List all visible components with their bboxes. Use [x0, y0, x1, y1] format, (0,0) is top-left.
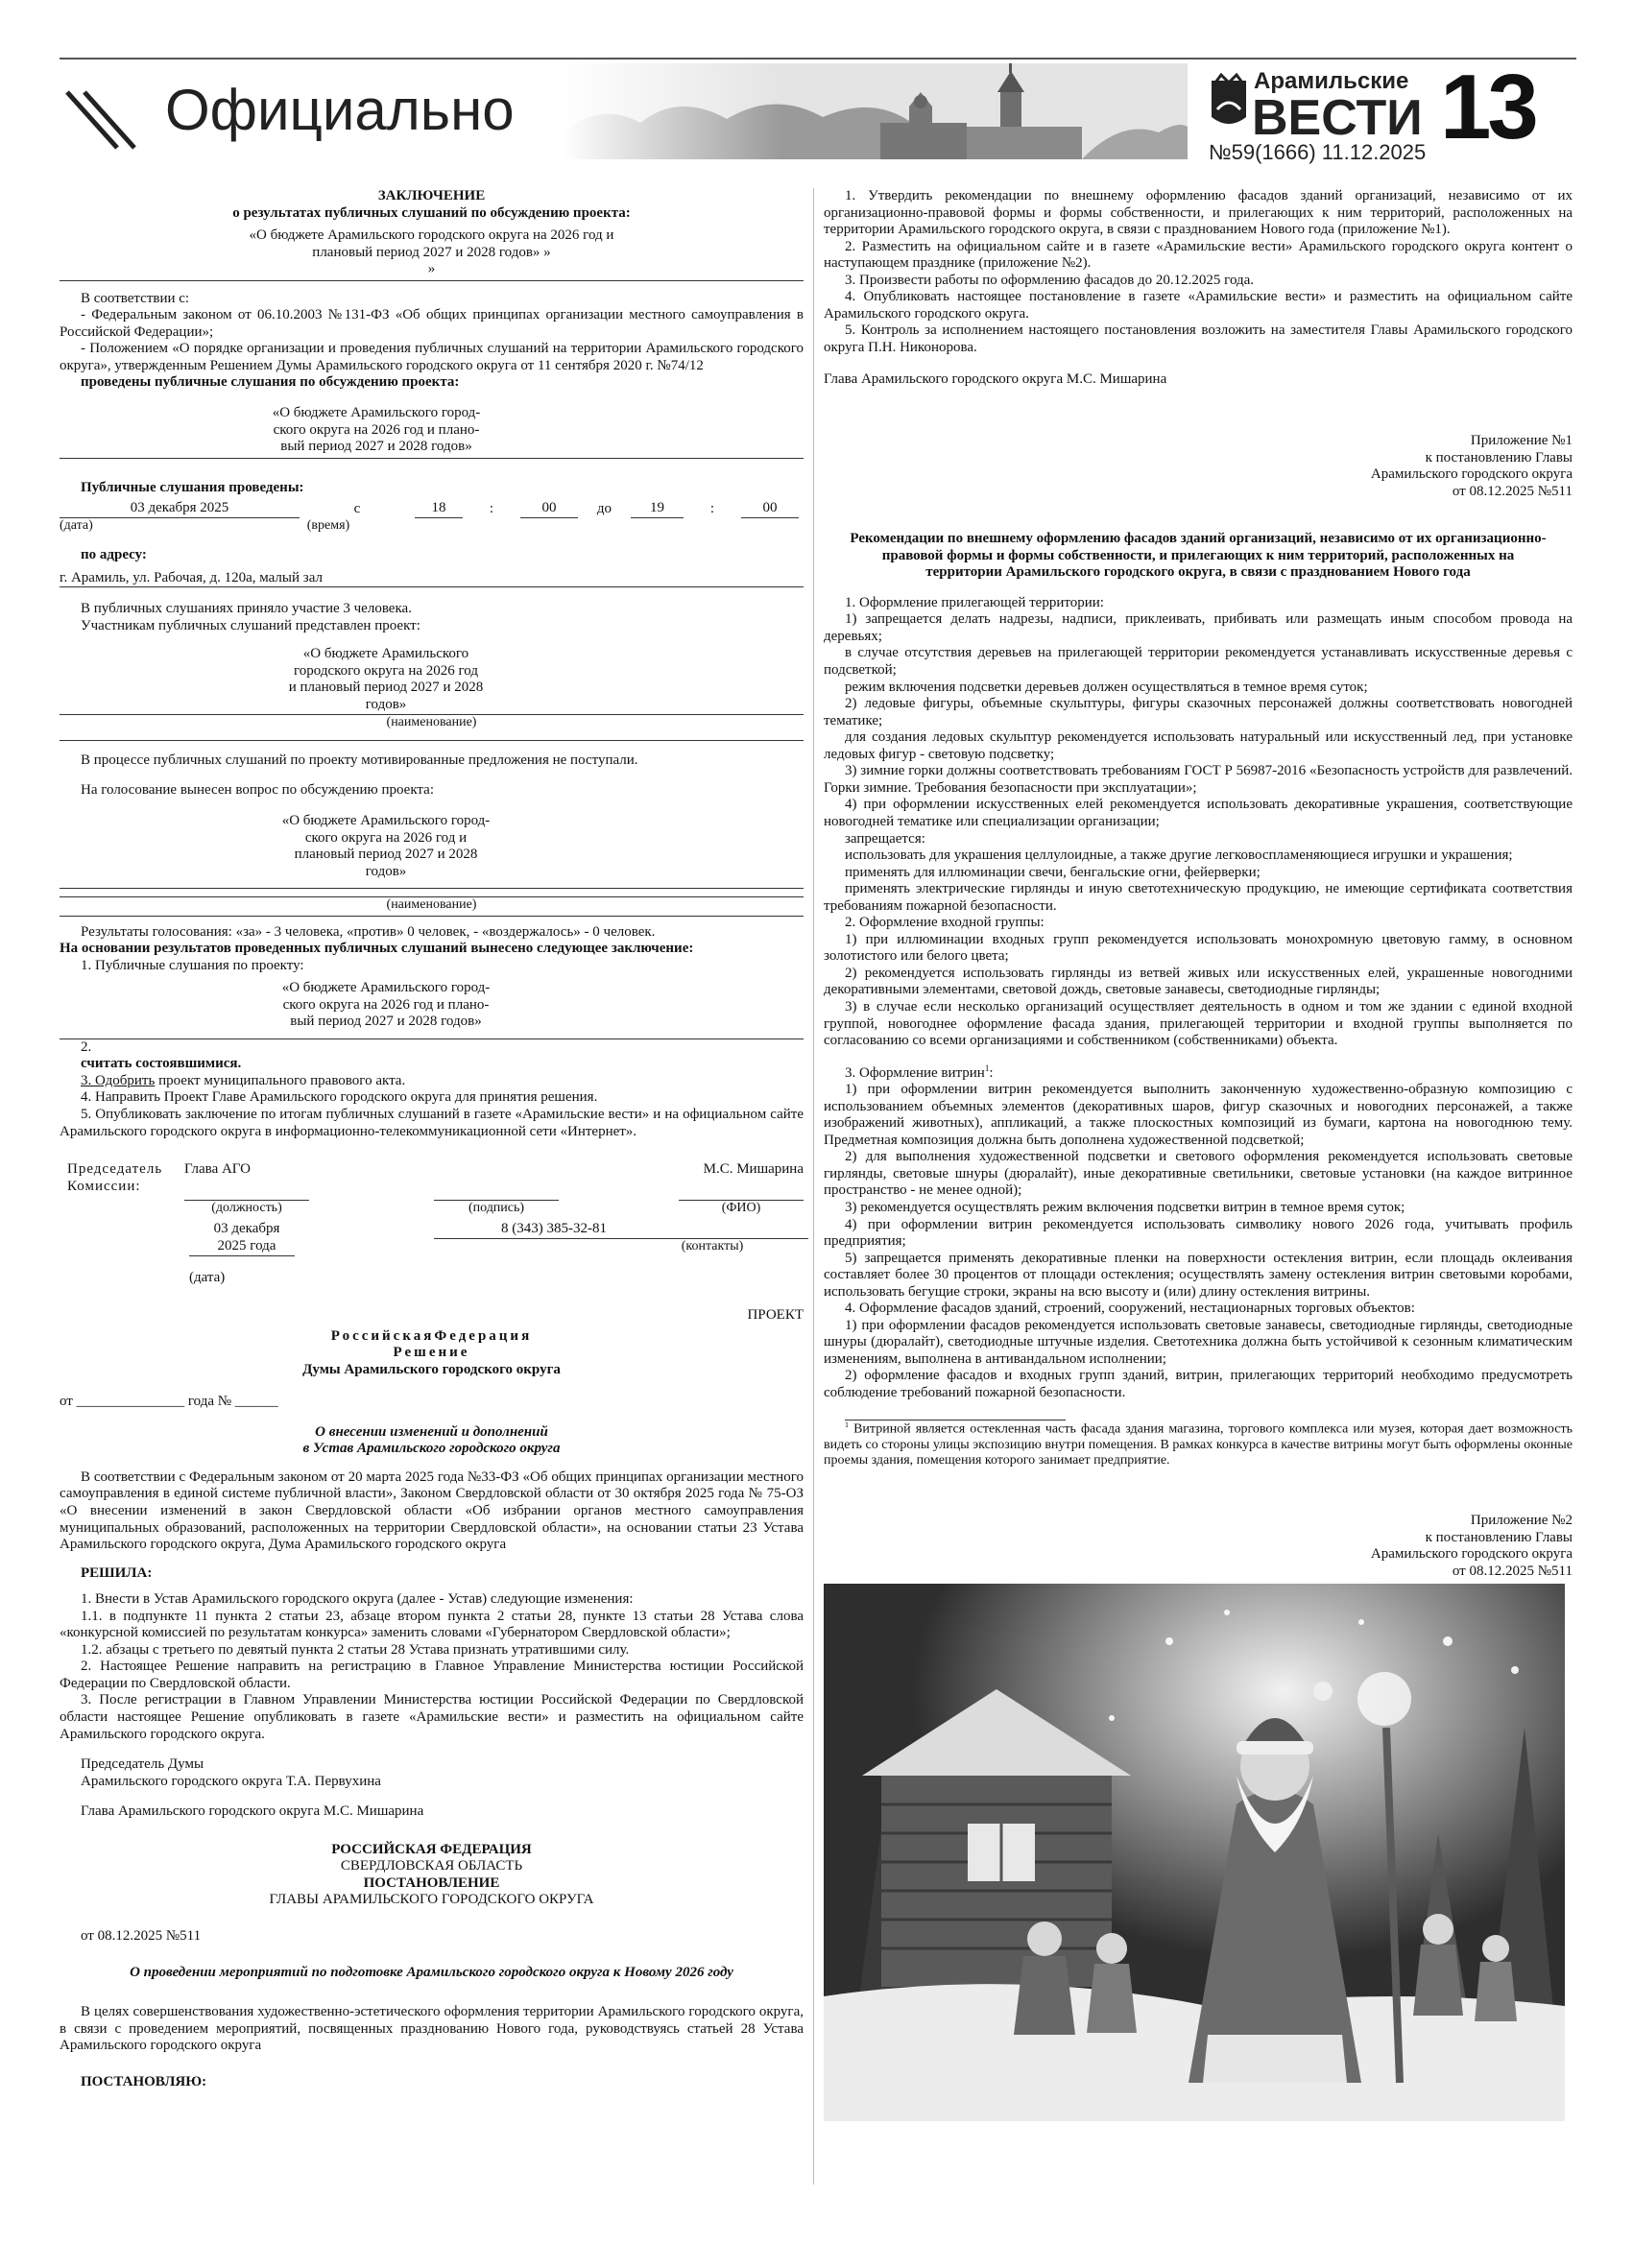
- head-signature: Глава Арамильского городского округа М.С. Мишарина: [824, 371, 1167, 388]
- rec-item: 3) в случае если несколько организаций осуществляет деятельность в одном и том же здании с единой входной группой, новогоднее оформление фасада здания, прилегающей территории и входной группы выполняется по согласованию со всеми организациями и собственником (собственниками) объекта.: [824, 998, 1573, 1049]
- end-minute: 00: [741, 500, 799, 518]
- recommendations-title: Рекомендации по внешнему оформлению фасадов зданий организаций, независимо от их организационно-правовой формы и формы собственности, и прилегающих к ним территорий, расположенных на территории Арамильского городского округа, в связи с празднованием Нового года: [850, 531, 1547, 581]
- conclusion-item: 5. Опубликовать заключение по итогам публичных слушаний в газете «Арамильские вести» и на официальном сайте Арамильского городского округа в информационно-телекоммуникационной сети «Интернет».: [60, 1107, 804, 1139]
- head-caps: ГЛАВЫ АРАМИЛЬСКОГО ГОРОДСКОГО ОКРУГА: [269, 1892, 594, 1908]
- fio-caption: (ФИО): [679, 1200, 804, 1216]
- to-label: до: [596, 501, 612, 517]
- appendix-line: Приложение №2: [1470, 1513, 1573, 1529]
- appendix-1-header: [824, 433, 1573, 500]
- duma-chair: Арамильского городского округа Т.А. Первухина: [81, 1773, 381, 1789]
- end-hour: 19: [631, 500, 684, 518]
- rec-item: 1) запрещается делать надрезы, надписи, приклеивать, прибивать или размещать иным способом провода на деревьях;: [824, 611, 1573, 644]
- project-block: [175, 405, 578, 456]
- resolved-label: РЕШИЛА:: [81, 1564, 153, 1581]
- amend-title: в Устав Арамильского городского округа: [302, 1441, 561, 1457]
- decision-label: Решение: [393, 1345, 470, 1361]
- footnote: [824, 1420, 1573, 1469]
- participants-text: В публичных слушаниях приняло участие 3 человека.: [81, 601, 412, 617]
- project-line: годов»: [365, 696, 407, 712]
- start-minute: 00: [520, 500, 578, 518]
- decision-item: 1.1. в подпункте 11 пункта 2 статьи 23, абзаце втором пункта 2 статьи 28, пункте 13 статьи 28 Устава слова «конкурсной комиссией по результатам конкурса» заменить словами «Губернатором Свердловской области»;: [60, 1608, 804, 1641]
- vote-results: Результаты голосования: «за» - 3 человека, «против» 0 человек, - «воздержалось» - 0 человек.: [81, 923, 656, 940]
- project-line: вый период 2027 и 2028 годов»: [280, 439, 472, 455]
- appendix-line: от 08.12.2025 №511: [1452, 1563, 1573, 1579]
- chairman-fio: М.С. Мишарина: [703, 1161, 804, 1178]
- rec-item: 1) при оформлении фасадов рекомендуется использовать световые занавесы, светодиодные гирлянды, светодиодные шнуры (дюралайт), светодиодные штучные изделия. Светотехника должна быть устойчивой к сезонным климатическим изменениям, выполнена в антивандальном исполнении;: [824, 1317, 1573, 1367]
- appendix-line: к постановлению Главы: [1425, 449, 1573, 466]
- conclusion-title: ЗАКЛЮЧЕНИЕ: [377, 188, 486, 203]
- hearing-date: 03 декабря 2025: [60, 500, 300, 518]
- consider-valid: считать состоявшимися.: [81, 1056, 242, 1072]
- project-line: вый период 2027 и 2028 годов»: [290, 1014, 482, 1030]
- project-line: «О бюджете Арамильского город-: [281, 812, 491, 828]
- right-column: [824, 188, 1573, 1581]
- resolution-item: 5. Контроль за исполнением настоящего постановления возложить на заместителя Главы Арамильского городского округа П.Н. Никонорова.: [824, 322, 1573, 355]
- accordance-text: В соответствии с:: [81, 290, 190, 306]
- project-line: «О бюджете Арамильского город-: [272, 405, 481, 421]
- page-number: 13: [1440, 56, 1535, 158]
- footnote-mark: 1: [845, 1420, 849, 1429]
- signature-block: [60, 1161, 804, 1305]
- issue-number-date: №59(1666) 11.12.2025: [1209, 140, 1427, 164]
- conclusion-basis: На основании результатов проведенных публичных слушаний вынесено следующее заключение:: [60, 941, 694, 957]
- decision-item: 3. После регистрации в Главном Управлении Министерства юстиции Российской Федерации по Свердловской области настоящее Решение опубликовать в газете «Арамильские вести» и разместить на официальном сайте Арамильского городского округа.: [60, 1692, 804, 1742]
- project-line: плановый период 2027 и 2028: [294, 847, 478, 863]
- project-block: [247, 813, 525, 880]
- resolution-item: 1. Утвердить рекомендации по внешнему оформлению фасадов зданий организаций, независимо от их организационно-правовой формы и формы собственности, и прилегающих к ним территорий, расположенных на территории Арамильского городского округа, в связи с празднованием Нового года (приложение №1).: [824, 188, 1573, 238]
- rec-item: 2) для выполнения художественной подсветки и светового оформления рекомендуется использовать световые гирлянды, световые шнуры (дюралайт), иные декоративные светильники, световые установки (на каждое витринное пространство - не менее одной);: [824, 1149, 1573, 1199]
- svg-text:Арамильские: Арамильские: [1254, 68, 1409, 94]
- signature-date: 03 декабря 2025 года: [213, 1221, 280, 1253]
- rf-label: РоссийскаяФедерация: [330, 1327, 533, 1344]
- amend-title: О внесении изменений и дополнений: [315, 1423, 548, 1440]
- appendix-line: Арамильского городского округа: [1370, 1546, 1573, 1563]
- appendix-line: Приложение №1: [1470, 433, 1573, 449]
- decision-item: 1.2. абзацы с третьего по девятый пункта 2 статьи 28 Устава признать утратившими силу.: [81, 1641, 630, 1658]
- head-signature: Глава Арамильского городского округа М.С. Мишарина: [81, 1803, 424, 1820]
- appendix-line: к постановлению Главы: [1425, 1529, 1573, 1545]
- conclusion-item: [60, 1073, 804, 1090]
- decree-label: ПОСТАНОВЛЯЮ:: [81, 2073, 207, 2089]
- address: г. Арамиль, ул. Рабочая, д. 120а, малый зал: [60, 570, 804, 588]
- appendix-line: от 08.12.2025 №511: [1452, 483, 1573, 499]
- amend-basis: В соответствии с Федеральным законом от 20 марта 2025 года №33-ФЗ «Об общих принципах организации местного самоуправления в единой системе публичной власти», Законом Свердловской области от 30 октября 2025 года № 75-ОЗ «О внесении изменений в закон Свердловской области «Об избрании органов местного самоуправления муниципальных образований, расположенных на территории Свердловской области», на основании статьи 23 Устава Арамильского городского округа, Дума Арамильского городского округа: [60, 1468, 804, 1553]
- svg-text:ВЕСТИ: ВЕСТИ: [1252, 90, 1423, 138]
- resolution-title: О проведении мероприятий по подготовке Арамильского городского округа к Новому 2026 году: [130, 1964, 733, 1980]
- project-line: ского округа на 2026 год и плано-: [282, 996, 490, 1013]
- project-line: ского округа на 2026 год и: [304, 829, 468, 846]
- project-line: ского округа на 2026 год и плано-: [273, 421, 480, 438]
- colon: :: [489, 501, 494, 517]
- rec-item: 4) при оформлении искусственных елей рекомендуется использовать декоративные украшения, соответствующие новогодней тематике или специализации организации;: [824, 797, 1573, 829]
- duma-label: Думы Арамильского городского округа: [302, 1361, 561, 1377]
- rec-section: 4. Оформление фасадов зданий, строений, сооружений, нестационарных торговых объектов:: [845, 1301, 1415, 1317]
- rec-section: 2. Оформление входной группы:: [845, 915, 1045, 931]
- rec-item: 4) при оформлении витрин рекомендуется использовать символику нового 2026 года, учитывать профиль предприятия;: [824, 1216, 1573, 1250]
- resolution-item: 4. Опубликовать настоящее постановление в газете «Арамильские вести» и разместить на официальном сайте Арамильского городского округа.: [824, 289, 1573, 322]
- approve-rest: проект муниципального правового акта.: [155, 1072, 406, 1088]
- chairman-label: Председатель Комиссии:: [67, 1161, 163, 1194]
- resolution-date: от 08.12.2025 №511: [81, 1927, 202, 1944]
- rec-item: 3) рекомендуется осуществлять режим включения подсветки витрин в темное время суток;: [845, 1199, 1405, 1215]
- name-caption: (наименование): [60, 714, 804, 730]
- footnote-text: Витриной является остекленная часть фасада здания магазина, торгового комплекса или музея, которая дает возможность видеть со стороны улицы экспозицию внутри помещения. В рамках конкурса в качестве витрины могут быть оформлены оконные проемы здания, помещения которого занимает предприятие.: [824, 1421, 1573, 1468]
- region-caps: СВЕРДЛОВСКАЯ ОБЛАСТЬ: [340, 1858, 523, 1874]
- rec-item: 3) зимние горки должны соответствовать требованиям ГОСТ Р 56987-2016 «Безопасность устройств для развлечений. Горки зимние. Требования безопасности при эксплуатации»;: [824, 763, 1573, 796]
- project-name-line: »: [427, 261, 436, 277]
- hearing-time-captions: [60, 518, 804, 534]
- date-caption: (дата): [60, 517, 93, 533]
- resolution-item: 2. Разместить на официальном сайте и в газете «Арамильские вести» Арамильского городского округа контент о наступающем празднике (приложение №2).: [824, 238, 1573, 272]
- rec-item: 1) при иллюминации входных групп рекомендуется использовать монохромную цветовую гамму, в основном золотистого или белого цвета;: [824, 931, 1573, 965]
- chairman-position: Глава АГО: [184, 1161, 251, 1178]
- project-block: [247, 646, 525, 713]
- page-header: [60, 56, 1576, 171]
- rec-item: в случае отсутствия деревьев на прилегающей территории рекомендуется устанавливать искусственные деревья с подсветкой;: [824, 645, 1573, 679]
- project-line: городского округа на 2026 год: [293, 662, 478, 679]
- conclusion-item: 1. Публичные слушания по проекту:: [81, 957, 304, 973]
- column-divider: [813, 188, 814, 2184]
- resolution-basis: В целях совершенствования художественно-эстетического оформления территории Арамильского городского округа, в связи с проведением мероприятий, посвященных празднованию Нового года, руководствуясь статьей 28 Устава Арамильского городского округа: [60, 2004, 804, 2054]
- project-line: и плановый период 2027 и 2028: [288, 680, 484, 696]
- rec-item: для создания ледовых скульптур рекомендуется использовать натуральный или искусственный лед, при установке ледовых фигур - световую подсветку;: [824, 729, 1573, 762]
- double-slash-icon: [61, 84, 138, 152]
- project-name-line: плановый период 2027 и 2028 годов» »: [312, 244, 551, 260]
- appendix-2-header: [824, 1513, 1573, 1580]
- rec-item: запрещается:: [845, 830, 925, 847]
- project-line: «О бюджете Арамильского город-: [281, 980, 491, 996]
- held-label: проведены публичные слушания по обсуждению проекта:: [81, 374, 460, 391]
- project-block: [247, 980, 525, 1031]
- law-reference: - Федеральным законом от 06.10.2003 №131-ФЗ «Об общих принципах организации местного самоуправления в Российской Федерации»;: [60, 307, 804, 340]
- rec-item: применять электрические гирлянды и иную светотехническую продукцию, не имеющие сертификата соответствия требованиям пожарной безопасности.: [824, 881, 1573, 914]
- hearing-time-row: [60, 500, 804, 518]
- newspaper-logo: [1208, 61, 1429, 138]
- rec-item: 2) ледовые фигуры, объемные скульптуры, фигуры сказочных персонажей должны соответствовать новогодней тематике;: [824, 696, 1573, 728]
- approve-word: 3. Одобрить: [81, 1072, 156, 1088]
- rec-section: 3. Оформление витрин$^1$:: [845, 1062, 994, 1081]
- rec-section-text: 3. Оформление витрин: [845, 1064, 985, 1081]
- colon: :: [709, 501, 715, 517]
- contacts-caption: (контакты): [434, 1238, 808, 1254]
- conclusion-item: 4. Направить Проект Главе Арамильского городского округа для принятия решения.: [81, 1089, 598, 1106]
- appendix-line: Арамильского городского округа: [1370, 466, 1573, 483]
- decision-item: 1. Внести в Устав Арамильского городского округа (далее - Устав) следующие изменения:: [81, 1591, 634, 1608]
- left-column: [60, 188, 804, 2090]
- footnote-ref: 1: [984, 1062, 990, 1073]
- contact-phone: 8 (343) 385-32-81: [501, 1221, 607, 1237]
- project-name-line: «О бюджете Арамильского городского округа на 2026 год и: [249, 227, 614, 244]
- start-hour: 18: [415, 500, 463, 518]
- address-label: по адресу:: [81, 547, 147, 563]
- postanovlenie: ПОСТАНОВЛЕНИЕ: [363, 1874, 500, 1891]
- decision-item: 2. Настоящее Решение направить на регистрацию в Главное Управление Министерства юстиции Российской Федерации по Свердловской области.: [60, 1659, 804, 1691]
- ded-moroz-illustration: [824, 1584, 1565, 2121]
- rec-item: режим включения подсветки деревьев должен осуществляться в темное время суток;: [845, 679, 1368, 695]
- project-line: годов»: [365, 863, 407, 879]
- law-reference: - Положением «О порядке организации и проведения публичных слушаний на территории Арамильского городского округа», утвержденным Решением Думы Арамильского городского округа от 11 сентября 2020 г. №74/12: [60, 341, 804, 373]
- resolution-item: 3. Произвести работы по оформлению фасадов до 20.12.2025 года.: [845, 272, 1255, 288]
- conclusion-item: 2.: [81, 1039, 92, 1055]
- section-title: Официально: [165, 78, 515, 142]
- signature-caption: (подпись): [434, 1200, 559, 1216]
- rf-caps: РОССИЙСКАЯ ФЕДЕРАЦИЯ: [331, 1841, 532, 1857]
- no-proposals-text: В процессе публичных слушаний по проекту мотивированные предложения не поступали.: [81, 752, 638, 768]
- rec-item: 2) оформление фасадов и входных групп зданий, витрин, прилегающих территорий необходимо предусмотреть соблюдение требований пожарной безопасности.: [824, 1368, 1573, 1400]
- date-caption: (дата): [189, 1255, 295, 1287]
- church-skyline-photo: [564, 63, 1188, 159]
- rec-item: 1) при оформлении витрин рекомендуется выполнить законченную художественно-образную композицию с использованием объемных элементов (декоративных шаров, фигур сказочных и новогодних персонажей, а также изображений животных), аппликаций, а также плоскостных композиций из бумаги, картона на новогоднюю тему. Предметная композиция должна быть дополнена художественной подсветкой;: [824, 1082, 1573, 1148]
- project-label: ПРОЕКТ: [747, 1307, 804, 1324]
- rec-item: 2) рекомендуется использовать гирлянды из ветвей живых или искусственных елей, украшенные новогодними декоративными элементами, световой дождь, световые занавесы, светодиодные гирлянды;: [824, 965, 1573, 998]
- rec-item: применять для иллюминации свечи, бенгальские огни, фейерверки;: [845, 864, 1261, 880]
- position-caption: (должность): [184, 1200, 309, 1216]
- rec-item: использовать для украшения целлулоидные, а также другие легковоспламеняющиеся игрушки и украшения;: [845, 848, 1513, 864]
- hearings-held-label: Публичные слушания проведены:: [81, 479, 304, 495]
- project-line: «О бюджете Арамильского: [302, 646, 469, 662]
- from-label: с: [353, 501, 361, 517]
- time-caption: (время): [306, 517, 350, 533]
- presented-text: Участникам публичных слушаний представлен проект:: [81, 617, 420, 633]
- rec-section: 1. Оформление прилегающей территории:: [845, 594, 1104, 610]
- decision-date-line: от _______________ года № ______: [60, 1394, 278, 1410]
- name-caption: (наименование): [60, 896, 804, 913]
- duma-chair: Председатель Думы: [81, 1756, 204, 1773]
- conclusion-subtitle: о результатах публичных слушаний по обсуждению проекта:: [232, 204, 631, 221]
- vote-question-text: На голосование вынесен вопрос по обсуждению проекта:: [81, 782, 434, 799]
- rec-item: 5) запрещается применять декоративные пленки на поверхности остекления витрин, если площадь оклеивания составляет более 30 процентов от площади остекления; осуществлять замену остекления витрин световыми коробами, использовать бегущие строки, экраны на всю высоту и (или) длину остекления витрины.: [824, 1250, 1573, 1300]
